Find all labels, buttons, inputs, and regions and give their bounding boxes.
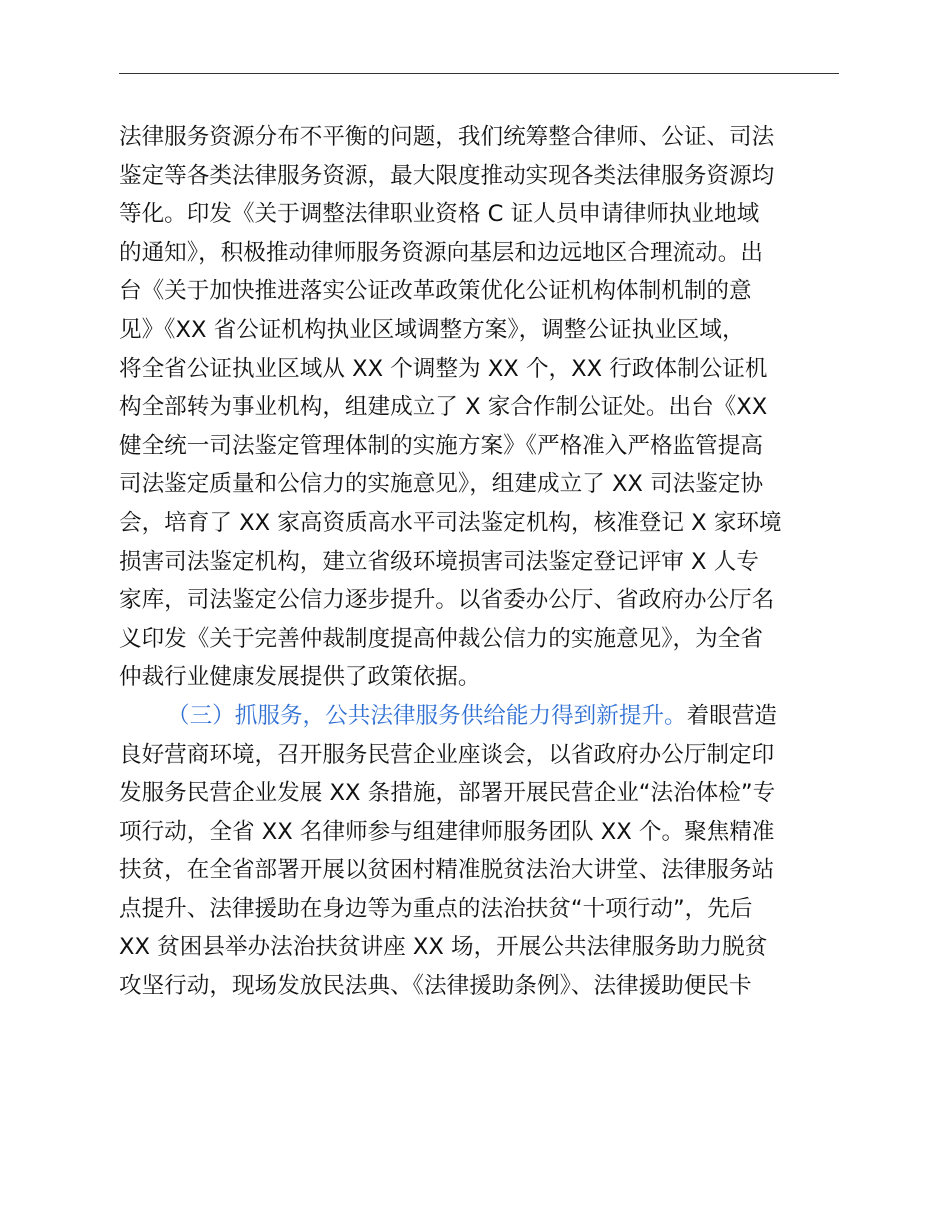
section-heading: （三）抓服务，公共法律服务供给能力得到新提升。 xyxy=(167,702,687,729)
text-line: 损害司法鉴定机构，建立省级环境损害司法鉴定登记评审 X 人专 xyxy=(119,548,759,575)
text-line: 将全省公证执业区域从 XX 个调整为 XX 个，XX 行政体制公证机 xyxy=(119,355,768,382)
text-line: 的通知》，积极推动律师服务资源向基层和边远地区合理流动。出 xyxy=(119,239,763,266)
text-line: 健全统一司法鉴定管理体制的实施方案》《严格准入严格监管提高 xyxy=(119,432,763,459)
text-line: 家库，司法鉴定公信力逐步提升。以省委办公厅、省政府办公厅名 xyxy=(119,587,775,614)
text-run: 着眼营造 xyxy=(686,702,778,729)
paragraph-2-first-line xyxy=(119,697,849,736)
paragraph-2 xyxy=(119,697,849,1006)
text-line: 会，培育了 XX 家高资质高水平司法鉴定机构，核准登记 X 家环境 xyxy=(119,509,782,536)
text-line: 见》《XX 省公证机构执业区域调整方案》，调整公证执业区域， xyxy=(119,316,745,343)
text-line: 义印发《关于完善仲裁制度提高仲裁公信力的实施意见》，为全省 xyxy=(119,625,763,652)
text-line: 等化。印发《关于调整法律职业资格 C 证人员申请律师执业地域 xyxy=(119,201,760,228)
text-line: 司法鉴定质量和公信力的实施意见》，组建成立了 XX 司法鉴定协 xyxy=(119,471,764,498)
paragraph-1 xyxy=(119,118,849,697)
text-line: 鉴定等各类法律服务资源，最大限度推动实现各类法律服务资源均 xyxy=(119,162,775,189)
text-line: 项行动，全省 XX 名律师参与组建律师服务团队 XX 个。聚焦精准 xyxy=(119,818,775,845)
text-line: 法律服务资源分布不平衡的问题，我们统筹整合律师、公证、司法 xyxy=(119,124,775,150)
text-line: 台《关于加快推进落实公证改革政策优化公证机构体制机制的意 xyxy=(119,278,752,305)
text-line: 攻坚行动，现场发放民法典、《法律援助条例》、法律援助便民卡 xyxy=(119,973,752,1000)
document-body xyxy=(119,118,849,1006)
text-line: 仲裁行业健康发展提供了政策依据。 xyxy=(119,664,481,691)
text-line: 发服务民营企业发展 XX 条措施，部署开展民营企业“法治体检”专 xyxy=(119,780,776,807)
text-line: 良好营商环境，召开服务民营企业座谈会，以省政府办公厅制定印 xyxy=(119,741,775,768)
header-rule xyxy=(119,73,839,74)
text-line: 点提升、法律援助在身边等为重点的法治扶贫“十项行动”，先后 xyxy=(119,895,753,922)
text-line: XX 贫困县举办法治扶贫讲座 XX 场，开展公共法律服务助力脱贫 xyxy=(119,934,768,961)
text-line: 扶贫，在全省部署开展以贫困村精准脱贫法治大讲堂、法律服务站 xyxy=(119,857,775,884)
text-line: 构全部转为事业机构，组建成立了 X 家合作制公证处。出台《XX xyxy=(119,394,768,421)
